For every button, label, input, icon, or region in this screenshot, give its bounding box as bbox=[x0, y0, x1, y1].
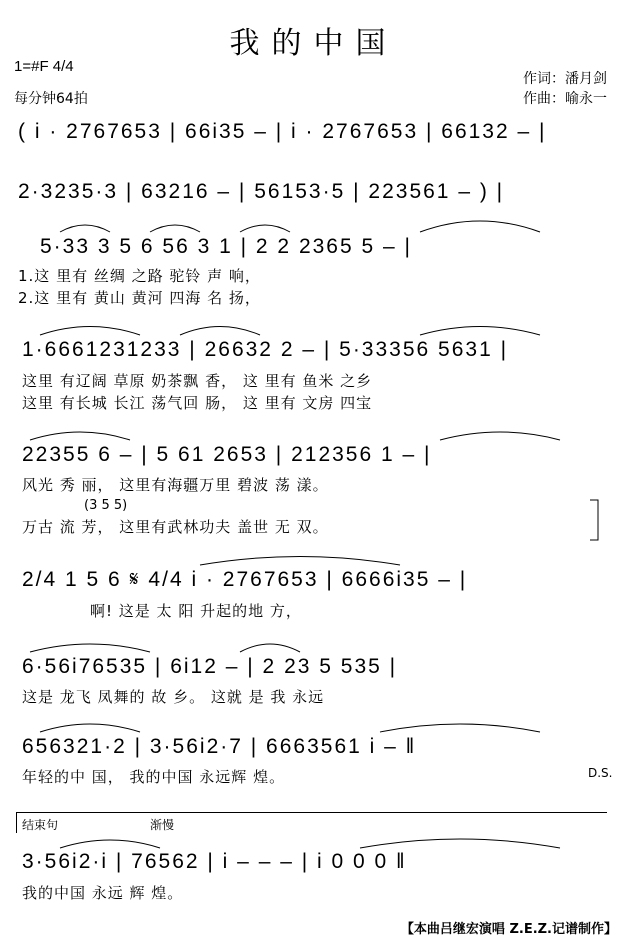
coda-bracket bbox=[16, 812, 607, 833]
tempo-marking: 每分钟64拍 bbox=[14, 91, 88, 107]
ritardando-label: 渐慢 bbox=[150, 818, 175, 832]
lyric-row-4-verse-1: 这里 有辽阔 草原 奶茶飘 香， 这 里有 鱼米 之乡 bbox=[22, 372, 373, 390]
composer-credit: 作曲：喻永一 bbox=[523, 91, 607, 107]
dal-segno-mark: D.S. bbox=[588, 766, 613, 780]
notation-row-4: 1·6661231233 | 26632 2 – | 5·33356 5631 | bbox=[22, 338, 509, 361]
lyric-row-3-verse-2: 2.这 里有 黄山 黄河 四海 名 扬， bbox=[18, 289, 261, 307]
notation-row-1: ( i · 2767653 | 66i35 – | i · 2767653 | 66132 – | bbox=[18, 120, 547, 143]
notation-row-2: 2·3235·3 | 63216 – | 56153·5 | 223561 – ) | bbox=[18, 180, 505, 203]
lyric-row-5-verse-1: 风光 秀 丽， 这里有海疆万里 碧波 荡 漾。 bbox=[22, 476, 329, 494]
ending-label: 结束句 bbox=[22, 818, 59, 832]
notation-row-9: 3·56i2·i | 76562 | i – – – | i 0 0 0 ‖ bbox=[22, 850, 407, 873]
notation-row-6: 2/4 1 5 6 𝄋 4/4 i · 2767653 | 6666i35 – | bbox=[22, 568, 468, 591]
notation-row-5: 22355 6 – | 5 61 2653 | 212356 1 – | bbox=[22, 443, 432, 466]
lyric-row-9: 我的中国 永远 辉 煌。 bbox=[22, 884, 184, 902]
lyric-row-3-verse-1: 1.这 里有 丝绸 之路 驼铃 声 响， bbox=[18, 267, 261, 285]
key-signature: 1=#F 4/4 bbox=[14, 58, 74, 75]
song-title: 我的中国 bbox=[229, 26, 398, 61]
notation-row-8: 656321·2 | 3·56i2·7 | 6663561 i – ‖ bbox=[22, 735, 417, 758]
lyric-row-7: 这是 龙飞 凤舞的 故 乡。 这就 是 我 永远 bbox=[22, 688, 325, 706]
lyric-row-6: 啊! 这是 太 阳 升起的地 方， bbox=[90, 602, 302, 620]
alternate-notes: (3 5 5) bbox=[84, 498, 128, 513]
lyricist-credit: 作词：潘月剑 bbox=[523, 71, 607, 87]
notation-row-7: 6·56i76535 | 6i12 – | 2 23 5 535 | bbox=[22, 655, 398, 678]
lyric-row-8: 年轻的中 国， 我的中国 永远辉 煌。 bbox=[22, 768, 286, 786]
footer-credit: 【本曲吕继宏演唱 Z.E.Z.记谱制作】 bbox=[400, 922, 617, 937]
notation-row-3: 5·33 3 5 6 56 3 1 | 2 2 2365 5 – | bbox=[40, 235, 412, 258]
lyric-row-5-verse-2: 万古 流 芳， 这里有武林功夫 盖世 无 双。 bbox=[22, 518, 329, 536]
lyric-row-4-verse-2: 这里 有长城 长江 荡气回 肠， 这 里有 文房 四宝 bbox=[22, 394, 373, 412]
